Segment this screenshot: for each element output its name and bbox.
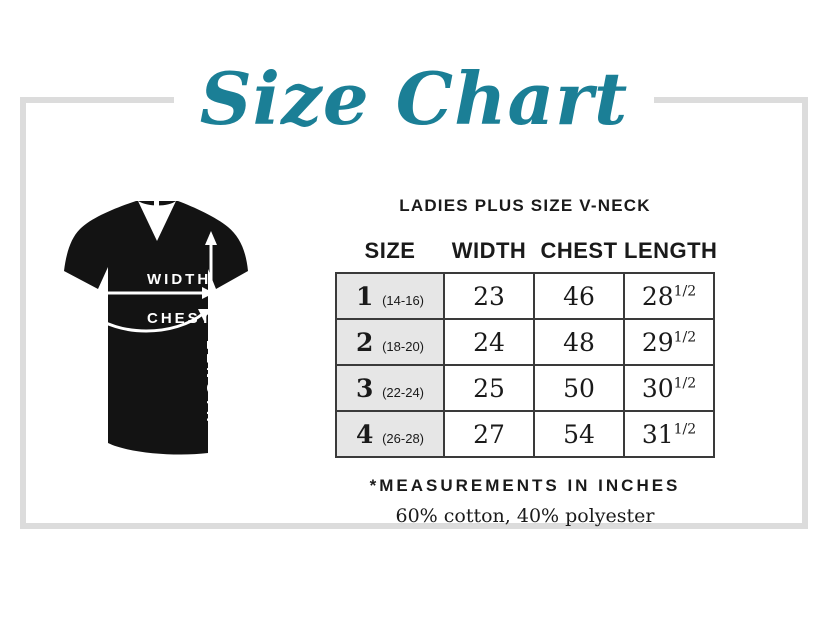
size-number: 3 <box>355 373 374 403</box>
table-row <box>336 273 714 319</box>
size-table-body <box>336 273 714 457</box>
length-whole: 28 <box>641 281 674 311</box>
size-number: 2 <box>355 327 374 357</box>
length-fraction: 1/2 <box>673 329 697 346</box>
table-row <box>336 365 714 411</box>
collar-tag <box>154 199 159 213</box>
cell-chest: 46 <box>534 273 624 319</box>
length-whole: 31 <box>641 419 674 449</box>
cell-chest: 48 <box>534 319 624 365</box>
length-whole: 29 <box>641 327 674 357</box>
size-range: (18-20) <box>382 338 425 354</box>
shirt-label-width: WIDTH <box>147 271 212 288</box>
chart-heading: LADIES PLUS SIZE V-NECK <box>399 196 651 215</box>
page-title: Size Chart <box>174 48 655 150</box>
size-number: 1 <box>355 281 374 311</box>
measurements-note: *MEASUREMENTS IN INCHES <box>369 476 681 495</box>
cell-width: 25 <box>444 365 534 411</box>
size-number: 4 <box>355 419 374 449</box>
tshirt-graphic <box>58 185 328 485</box>
cell-length <box>624 365 714 411</box>
shirt-body <box>64 201 248 455</box>
length-whole: 30 <box>641 373 674 403</box>
cell-chest: 50 <box>534 365 624 411</box>
shirt-illustration <box>58 185 328 485</box>
col-header-width: WIDTH <box>451 238 527 263</box>
cell-size <box>336 365 444 411</box>
size-table-head <box>336 238 718 273</box>
cell-size <box>336 411 444 457</box>
shirt-label-length: LENGTH <box>203 340 220 426</box>
size-range: (26-28) <box>382 430 425 446</box>
size-range: (14-16) <box>382 292 425 308</box>
size-table <box>335 238 718 458</box>
cell-width: 27 <box>444 411 534 457</box>
size-range: (22-24) <box>382 384 425 400</box>
cell-length <box>624 411 714 457</box>
col-header-length: LENGTH <box>624 238 718 263</box>
length-fraction: 1/2 <box>673 421 697 438</box>
cell-size <box>336 273 444 319</box>
fabric-note: 60% cotton, 40% polyester <box>395 505 655 527</box>
cell-chest: 54 <box>534 411 624 457</box>
chart-column <box>330 196 720 527</box>
length-fraction: 1/2 <box>673 375 697 392</box>
cell-length <box>624 319 714 365</box>
shirt-label-chest: CHEST <box>147 310 213 327</box>
cell-size <box>336 319 444 365</box>
col-header-size: SIZE <box>364 238 416 263</box>
cell-width: 24 <box>444 319 534 365</box>
length-fraction: 1/2 <box>673 283 697 300</box>
table-row <box>336 411 714 457</box>
title-block <box>0 48 828 150</box>
table-row <box>336 319 714 365</box>
col-header-chest: CHEST <box>540 238 618 263</box>
table-header-row <box>336 238 714 273</box>
cell-width: 23 <box>444 273 534 319</box>
cell-length <box>624 273 714 319</box>
